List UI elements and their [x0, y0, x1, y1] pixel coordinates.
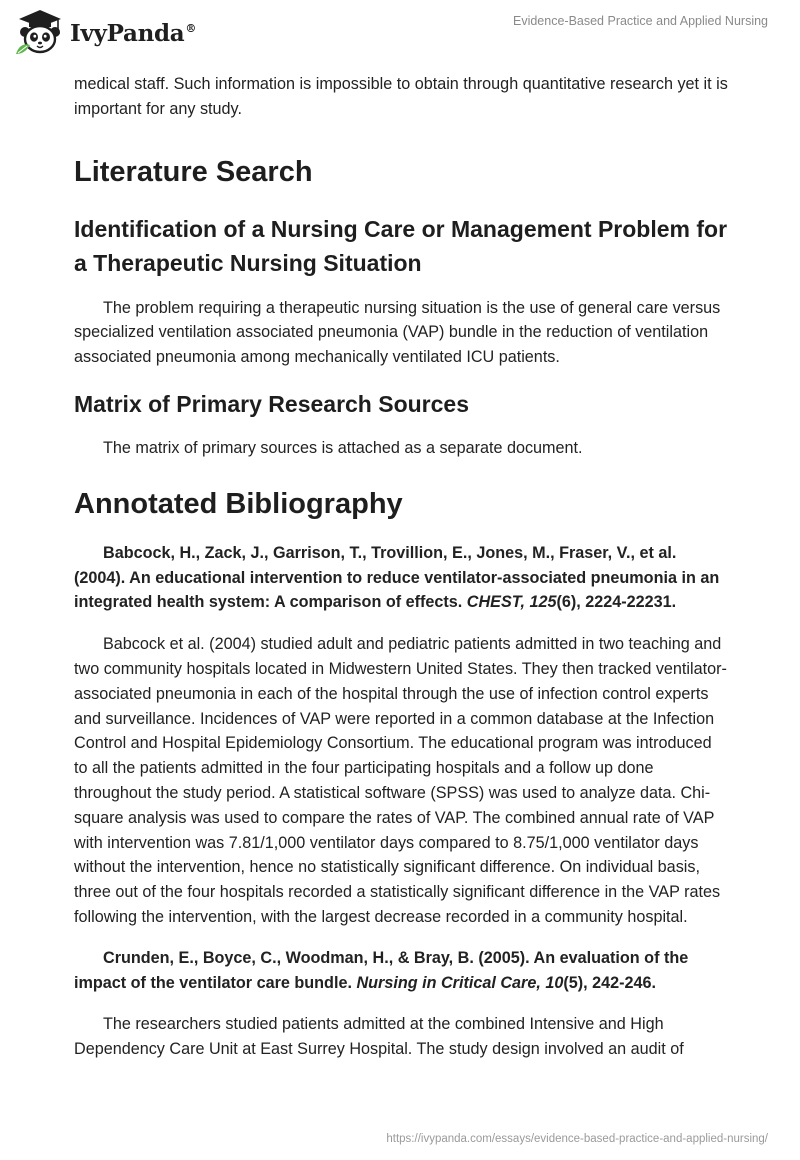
reference-crunden-citation: Crunden, E., Boyce, C., Woodman, H., & Bray, B. (2005). An evaluation of the impact of the ventilator care bundle.: [74, 948, 689, 992]
heading-problem-identification: Identification of a Nursing Care or Management Problem for a Therapeutic Nursing Situation: [74, 215, 728, 276]
problem-paragraph: The problem requiring a therapeutic nursing situation is the use of general care versus specialized ventilation associated pneumonia (VAP) bundle in the reduction of ventilation associated pneumonia among mechanically ventilated ICU patients.: [74, 298, 721, 367]
page-header: [0, 0, 800, 62]
reference-babcock: [74, 541, 728, 615]
annotation-babcock: Babcock et al. (2004) studied adult and pediatric patients admitted in two teaching and two community hospitals located in Midwestern United States. They then tracked ventilator-associated pneumonia in each of the hospital through the use of infection control experts and surveillance. Incidences of VAP were reported in a common database at the Infection Control and Hospital Epidemiology Consortium. The educational program was introduced to all the patients admitted in the four participating hospitals and a follow up done throughout the study period. A statistical software (SPSS) was used to analyze data. Chi-square analysis was used to compare the rates of VAP. The combined annual rate of VAP with intervention was 7.81/1,000 ventilator days compared to 8.75/1,000 ventilator days without the intervention, hence no statistically significant difference. On individual basis, three out of the four hospitals recorded a statistically significant difference in the VAP rates following the intervention, with the largest decrease recorded in a community hospital.: [74, 635, 727, 926]
panda-logo-icon: [14, 8, 66, 56]
heading-annotated-bibliography: Annotated Bibliography: [74, 487, 403, 520]
heading-research-matrix: Matrix of Primary Research Sources: [74, 390, 470, 417]
reference-babcock-journal: CHEST, 125: [466, 593, 557, 612]
reference-crunden-pages: (5), 242-246.: [563, 973, 657, 992]
annotation-crunden: The researchers studied patients admitted at the combined Intensive and High Dependency Care Unit at East Surrey Hospital. The study design involved an audit of: [74, 1015, 684, 1059]
registered-mark: ®: [185, 21, 197, 35]
reference-babcock-citation: Babcock, H., Zack, J., Garrison, T., Trovillion, E., Jones, M., Fraser, V., et al. (2004). An educational intervention to reduce ventilator-associated pneumonia in an integrated health system: A comparison of effects.: [74, 543, 720, 612]
matrix-paragraph: The matrix of primary sources is attached as a separate document.: [103, 438, 583, 457]
intro-paragraph: medical staff. Such information is impossible to obtain through quantitative research yet it is important for any study.: [74, 75, 728, 118]
essay-body: [74, 72, 728, 1062]
brand-logo[interactable]: [14, 8, 196, 56]
brand-name: IvyPanda®: [70, 19, 197, 47]
reference-crunden: [74, 946, 728, 996]
reference-babcock-pages: (6), 2224-22231.: [556, 593, 677, 612]
source-url[interactable]: https://ivypanda.com/essays/evidence-based-practice-and-applied-nursing/: [386, 1133, 768, 1145]
heading-literature-search: Literature Search: [74, 155, 313, 188]
reference-crunden-journal: Nursing in Critical Care, 10: [356, 973, 564, 992]
running-title: Evidence-Based Practice and Applied Nursing: [512, 14, 768, 28]
